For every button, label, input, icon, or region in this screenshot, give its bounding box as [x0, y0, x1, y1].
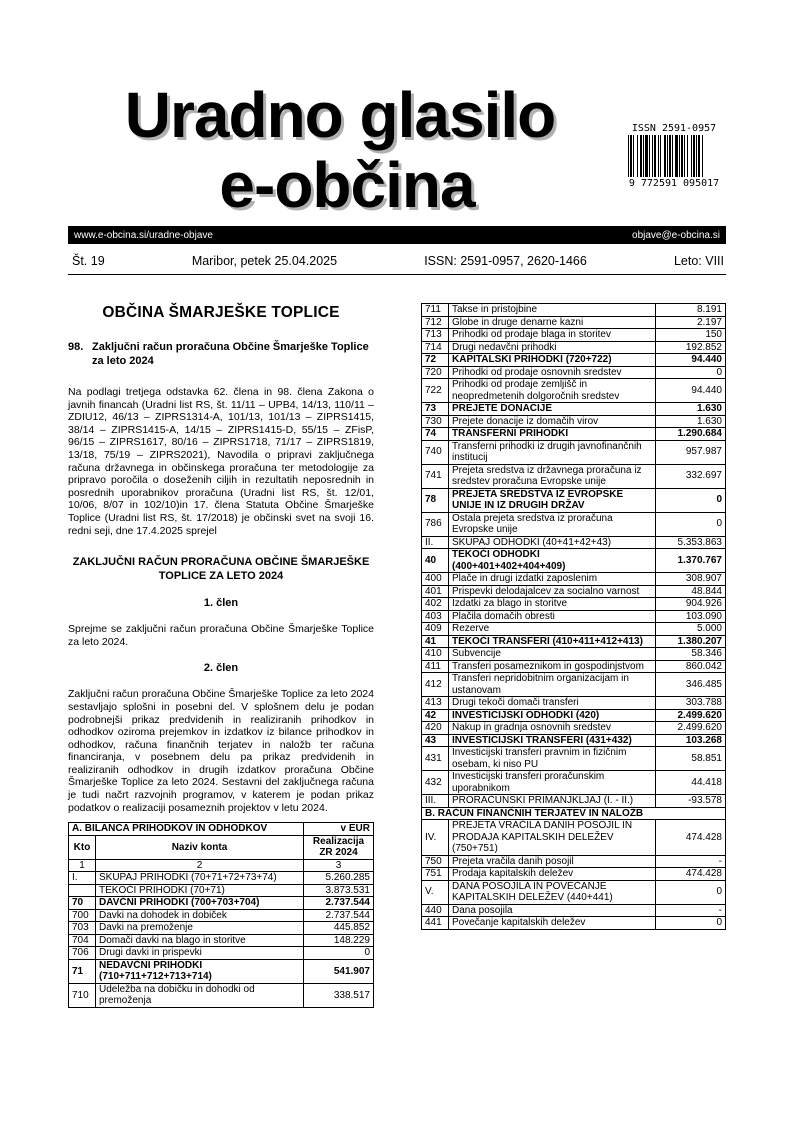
account-code: 720 — [422, 366, 449, 379]
account-code: 73 — [422, 403, 449, 416]
table-row — [69, 959, 374, 983]
table-row — [422, 403, 726, 416]
realization-value: 0 — [656, 512, 726, 536]
table-row — [422, 440, 726, 464]
account-code: 741 — [422, 464, 449, 488]
account-code: III. — [422, 795, 449, 808]
act-number: 98. — [68, 341, 84, 353]
account-name: Povečanje kapitalskih deležev — [449, 917, 656, 930]
realization-value: 541.907 — [304, 959, 374, 983]
table-row — [422, 904, 726, 917]
table-row — [422, 855, 726, 868]
account-code: 413 — [422, 697, 449, 710]
table-row — [69, 934, 374, 947]
account-name: TEKOČI PRIHODKI (70+71) — [96, 884, 304, 897]
table-row — [422, 354, 726, 367]
account-code: 786 — [422, 512, 449, 536]
table-row — [422, 488, 726, 512]
account-name: Investicijski transferi pravnim in fizičnim osebam, ki niso PU — [449, 747, 656, 771]
col-realization: Realizacija ZR 2024 — [304, 835, 374, 859]
masthead — [60, 80, 620, 220]
realization-value: 8.191 — [656, 304, 726, 317]
table-header-row — [69, 835, 374, 859]
table-row — [69, 947, 374, 960]
realization-value: 5.353.863 — [656, 536, 726, 549]
account-code: 703 — [69, 922, 96, 935]
account-code: 401 — [422, 585, 449, 598]
table-row — [422, 771, 726, 795]
info-bar — [68, 226, 726, 244]
realization-value: 5.000 — [656, 623, 726, 636]
account-code: 711 — [422, 304, 449, 317]
table-row — [422, 329, 726, 342]
municipality-heading: OBČINA ŠMARJEŠKE TOPLICE — [102, 304, 340, 321]
account-name: Drugi nedavčni prihodki — [449, 341, 656, 354]
account-name: Prispevki delodajalcev za socialno varnost — [449, 585, 656, 598]
realization-value: 0 — [656, 488, 726, 512]
realization-value: 338.517 — [304, 983, 374, 1007]
account-code: 440 — [422, 904, 449, 917]
account-code: 710 — [69, 983, 96, 1007]
account-name: Transferi posameznikom in gospodinjstvom — [449, 660, 656, 673]
account-name: INVESTICIJSKI ODHODKI (420) — [449, 709, 656, 722]
realization-value: 957.987 — [656, 440, 726, 464]
realization-value: 0 — [304, 947, 374, 960]
account-code: 420 — [422, 722, 449, 735]
account-code: 713 — [422, 329, 449, 342]
section-heading-cell: B. RAČUN FINANČNIH TERJATEV IN NALOŽB — [422, 807, 726, 820]
account-code: 740 — [422, 440, 449, 464]
account-name: TEKOČI TRANSFERI (410+411+412+413) — [449, 635, 656, 648]
realization-value: 58.851 — [656, 747, 726, 771]
account-name: Transferi nepridobitnim organizacijam in ustanovam — [449, 673, 656, 697]
account-name: Izdatki za blago in storitve — [449, 598, 656, 611]
account-name: PREJETE DONACIJE — [449, 403, 656, 416]
table-row — [69, 872, 374, 885]
realization-value: 1.380.207 — [656, 635, 726, 648]
account-name: Prihodki od prodaje blaga in storitev — [449, 329, 656, 342]
account-name: Prihodki od prodaje zemljišč in neopredmetenih dolgoročnih sredstev — [449, 379, 656, 403]
account-name: Nakup in gradnja osnovnih sredstev — [449, 722, 656, 735]
article-1-text: Sprejme se zaključni račun proračuna Občine Šmarješke Toplice za leto 2024. — [68, 623, 374, 648]
account-name: Prejeta vračila danih posojil — [449, 855, 656, 868]
realization-value: 192.852 — [656, 341, 726, 354]
account-name: Investicijski transferi proračunskim uporabnikom — [449, 771, 656, 795]
realization-value: 150 — [656, 329, 726, 342]
table-row — [422, 807, 726, 820]
account-code: 722 — [422, 379, 449, 403]
table-title-row — [69, 823, 374, 836]
account-name: NEDAVČNI PRIHODKI (710+711+712+713+714) — [96, 959, 304, 983]
issue-issn: ISSN: 2591-0957, 2620-1466 — [424, 254, 587, 268]
realization-value: 904.926 — [656, 598, 726, 611]
account-name: Prejete donacije iz domačih virov — [449, 415, 656, 428]
table-unit: v EUR — [304, 823, 374, 836]
account-code: 41 — [422, 635, 449, 648]
table-row — [422, 304, 726, 317]
table-row — [69, 983, 374, 1007]
table-row — [422, 868, 726, 881]
account-name: Subvencije — [449, 648, 656, 661]
colnum-1: 1 — [69, 859, 96, 872]
header-divider — [68, 274, 726, 275]
table-row — [422, 610, 726, 623]
balance-table-left — [68, 822, 374, 1008]
barcode-digits: 9 772591 095017 — [628, 178, 720, 189]
table-row — [422, 573, 726, 586]
article-1-heading: 1. člen — [203, 597, 239, 610]
table-row — [422, 464, 726, 488]
table-row — [69, 922, 374, 935]
realization-value: 1.290.684 — [656, 428, 726, 441]
account-code: 72 — [422, 354, 449, 367]
account-code: 714 — [422, 341, 449, 354]
issue-place-date: Maribor, petek 25.04.2025 — [191, 254, 338, 268]
account-code: 730 — [422, 415, 449, 428]
account-code: 706 — [69, 947, 96, 960]
account-code: 410 — [422, 648, 449, 661]
table-row — [422, 635, 726, 648]
realization-value: 0 — [656, 366, 726, 379]
issn-barcode — [618, 123, 730, 189]
account-code: 411 — [422, 660, 449, 673]
realization-value: 303.788 — [656, 697, 726, 710]
colnum-2: 2 — [96, 859, 304, 872]
col-name: Naziv konta — [96, 835, 304, 859]
table-row — [422, 379, 726, 403]
account-name: DANA POSOJILA IN POVEČANJE KAPITALSKIH DELEŽEV (440+441) — [449, 880, 656, 904]
table-row — [422, 598, 726, 611]
account-code: 43 — [422, 734, 449, 747]
realization-value: 2.499.620 — [656, 709, 726, 722]
realization-value: 103.268 — [656, 734, 726, 747]
table-row — [422, 880, 726, 904]
account-code: 400 — [422, 573, 449, 586]
account-name: Prihodki od prodaje osnovnih sredstev — [449, 366, 656, 379]
account-code: 750 — [422, 855, 449, 868]
account-name: PRORAČUNSKI PRIMANJKLJAJ (I. - II.) — [449, 795, 656, 808]
table-row — [422, 734, 726, 747]
table-row — [422, 585, 726, 598]
account-code: 70 — [69, 897, 96, 910]
realization-value: 0 — [656, 880, 726, 904]
email-link[interactable]: objave@e-obcina.si — [632, 229, 720, 241]
realization-value: -93.578 — [656, 795, 726, 808]
account-code: 74 — [422, 428, 449, 441]
act-title — [68, 340, 374, 368]
table-row — [422, 428, 726, 441]
account-name: Davki na dohodek in dobiček — [96, 909, 304, 922]
account-name: Dana posojila — [449, 904, 656, 917]
realization-value: 1.370.767 — [656, 549, 726, 573]
account-name: SKUPAJ ODHODKI (40+41+42+43) — [449, 536, 656, 549]
account-code: 78 — [422, 488, 449, 512]
account-name: Prejeta sredstva iz državnega proračuna iz sredstev proračuna Evropske unije — [449, 464, 656, 488]
realization-value: 5.260.285 — [304, 872, 374, 885]
issue-number: Št. 19 — [72, 254, 105, 268]
account-code: 431 — [422, 747, 449, 771]
col-kto: Kto — [69, 835, 96, 859]
barcode-bars — [628, 135, 730, 177]
masthead-title-line1: Uradno glasilo — [124, 79, 556, 151]
realization-value: 103.090 — [656, 610, 726, 623]
account-name: Ostala prejeta sredstva iz proračuna Evropske unije — [449, 512, 656, 536]
account-code: 441 — [422, 917, 449, 930]
table-row — [422, 366, 726, 379]
account-name: Prodaja kapitalskih deležev — [449, 868, 656, 881]
realization-value: 346.485 — [656, 673, 726, 697]
account-code: I. — [69, 872, 96, 885]
account-code: 71 — [69, 959, 96, 983]
account-name: Rezerve — [449, 623, 656, 636]
account-code: V. — [422, 880, 449, 904]
account-code — [69, 884, 96, 897]
barcode-issn-label: ISSN 2591-0957 — [631, 123, 717, 134]
account-name: Domači davki na blago in storitve — [96, 934, 304, 947]
article-2-text: Zaključni račun proračuna Občine Šmarješke Toplice za leto 2024 sestavljajo splošni in posebni del. V splošnem delu je podan podrobnejši prikaz predvidenih in realiziranih prihodkov in odhodkov oziroma prejemkov in izdatkov iz bilance prihodkov in odhodkov, računa finančnih terjatev in naložb ter računa financiranja, v posebnem delu pa prikaz predvidenih in realiziranih odhodkov in drugih izdatkov proračuna Občine Šmarješke Toplice za leto 2024. Sestavni del zaključnega računa je tudi načrt razvojnih programov, v katerem je podan prikaz podatkov o realizaciji posameznih projektov v letu 2024. — [68, 688, 374, 814]
account-name: PREJETA VRAČILA DANIH POSOJIL IN PRODAJA KAPITALSKIH DELEŽEV (750+751) — [449, 820, 656, 856]
table-colnum-row — [69, 859, 374, 872]
table-row — [422, 549, 726, 573]
account-name: Udeležba na dobičku in dohodki od premoženja — [96, 983, 304, 1007]
account-name: Plače in drugi izdatki zaposlenim — [449, 573, 656, 586]
account-name: Takse in pristojbine — [449, 304, 656, 317]
realization-value: 2.737.544 — [304, 897, 374, 910]
realization-value: 2.499.620 — [656, 722, 726, 735]
account-code: 704 — [69, 934, 96, 947]
barcode-bar — [703, 135, 704, 177]
realization-value: - — [656, 855, 726, 868]
realization-value: 94.440 — [656, 354, 726, 367]
account-name: Transferni prihodki iz drugih javnofinančnih institucij — [449, 440, 656, 464]
realization-value: 94.440 — [656, 379, 726, 403]
intro-paragraph: Na podlagi tretjega odstavka 62. člena in 98. člena Zakona o javnih financah (Uradni list RS, št. 11/11 – UPB4, 14/13, 110/11 – ZDIU12, 46/13 – ZIPRS1314-A, 101/13, 101/13 – ZIPRS1415, 38/14 – ZIPRS1415-A, 14/15 – ZIPRS1415-D, 55/15 – ZFisP, 96/15 – ZIPRS1617, 80/16 – ZIPRS1718, 71/17 – ZIPRS1819, 13/18, 75/19 – ZIPRS2021), Navodila o pripravi zaključnega računa državnega in občinskega proračuna ter metodologije za pripravo poročila o doseženih ciljih in rezultatih neposrednih in posrednih uporabnikov proračuna (Uradni list RS, št. 12/01, 10/06, 8/07 in 102/10)in 17. člena Statuta Občine Šmarješke Toplice (Uradni list RS, št. 17/2018) je občinski svet na svoji 16. redni seji, dne 17.4.2025 sprejel — [68, 386, 374, 537]
issue-line — [72, 254, 724, 268]
balance-table-right — [421, 303, 726, 930]
account-code: 403 — [422, 610, 449, 623]
realization-value: 308.907 — [656, 573, 726, 586]
table-row — [422, 820, 726, 856]
account-name: Globe in druge denarne kazni — [449, 316, 656, 329]
account-code: 712 — [422, 316, 449, 329]
realization-value: 474.428 — [656, 820, 726, 856]
account-code: 751 — [422, 868, 449, 881]
table-row — [422, 512, 726, 536]
colnum-3: 3 — [304, 859, 374, 872]
account-name: TEKOČI ODHODKI (400+401+402+404+409) — [449, 549, 656, 573]
table-row — [422, 697, 726, 710]
table-row — [422, 415, 726, 428]
realization-value: 58.346 — [656, 648, 726, 661]
table-row — [422, 795, 726, 808]
table-row — [422, 341, 726, 354]
left-column — [68, 300, 374, 1008]
account-code: 409 — [422, 623, 449, 636]
account-name: KAPITALSKI PRIHODKI (720+722) — [449, 354, 656, 367]
account-name: TRANSFERNI PRIHODKI — [449, 428, 656, 441]
account-code: 432 — [422, 771, 449, 795]
account-code: IV. — [422, 820, 449, 856]
realization-value: - — [656, 904, 726, 917]
realization-value: 2.197 — [656, 316, 726, 329]
account-name: Davki na premoženje — [96, 922, 304, 935]
realization-value: 445.852 — [304, 922, 374, 935]
account-name: Drugi tekoči domači transferi — [449, 697, 656, 710]
account-code: 700 — [69, 909, 96, 922]
table-row — [422, 673, 726, 697]
table-row — [422, 747, 726, 771]
table-row — [422, 536, 726, 549]
article-2-heading: 2. člen — [203, 662, 239, 675]
table-row — [422, 648, 726, 661]
table-row — [422, 660, 726, 673]
account-code: II. — [422, 536, 449, 549]
table-row — [69, 884, 374, 897]
table-title: A. BILANCA PRIHODKOV IN ODHODKOV — [69, 823, 304, 836]
masthead-title-line2: e-občina — [219, 149, 475, 221]
account-name: Plačila domačih obresti — [449, 610, 656, 623]
realization-value: 2.737.544 — [304, 909, 374, 922]
realization-value: 860.042 — [656, 660, 726, 673]
account-code: 42 — [422, 709, 449, 722]
issue-year: Leto: VIII — [673, 254, 724, 268]
realization-value: 148.229 — [304, 934, 374, 947]
account-name: SKUPAJ PRIHODKI (70+71+72+73+74) — [96, 872, 304, 885]
realization-value: 1.630 — [656, 403, 726, 416]
account-name: PREJETA SREDSTVA IZ EVROPSKE UNIJE IN IZ DRUGIH DRŽAV — [449, 488, 656, 512]
account-name: INVESTICIJSKI TRANSFERI (431+432) — [449, 734, 656, 747]
realization-value: 3.873.531 — [304, 884, 374, 897]
website-link[interactable]: www.e-obcina.si/uradne-objave — [74, 229, 213, 241]
table-row — [422, 709, 726, 722]
realization-value: 1.630 — [656, 415, 726, 428]
account-code: 412 — [422, 673, 449, 697]
realization-value: 474.428 — [656, 868, 726, 881]
act-title-text: Zaključni račun proračuna Občine Šmarješke Toplice za leto 2024 — [92, 341, 369, 367]
table-row — [422, 316, 726, 329]
realization-value: 44.418 — [656, 771, 726, 795]
section-title: ZAKLJUČNI RAČUN PRORAČUNA OBČINE ŠMARJEŠKE TOPLICE ZA LETO 2024 — [72, 556, 370, 583]
right-column — [421, 303, 726, 930]
realization-value: 0 — [656, 917, 726, 930]
account-code: 40 — [422, 549, 449, 573]
table-row — [69, 897, 374, 910]
account-code: 402 — [422, 598, 449, 611]
table-row — [69, 909, 374, 922]
table-row — [422, 917, 726, 930]
table-row — [422, 722, 726, 735]
account-name: Drugi davki in prispevki — [96, 947, 304, 960]
realization-value: 332.697 — [656, 464, 726, 488]
table-row — [422, 623, 726, 636]
account-name: DAVČNI PRIHODKI (700+703+704) — [96, 897, 304, 910]
realization-value: 48.844 — [656, 585, 726, 598]
